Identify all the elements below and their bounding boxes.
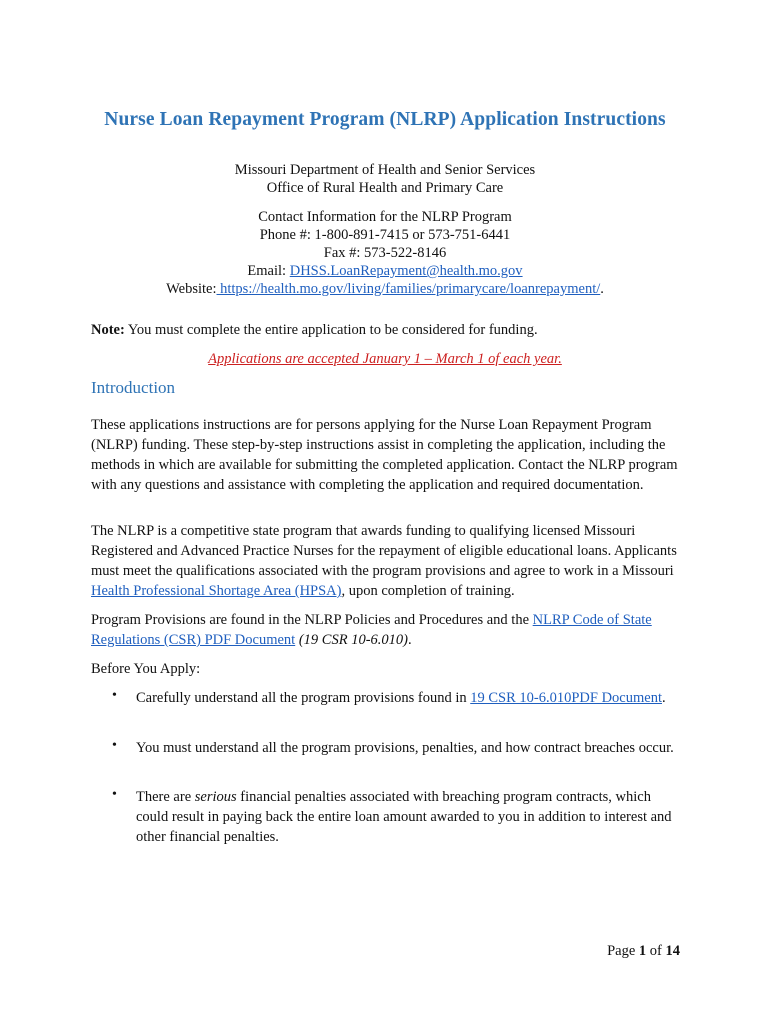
csr-document-link[interactable]: 19 CSR 10-6.010PDF Document [470,690,662,706]
provisions-suffix: . [407,632,412,648]
hpsa-link[interactable]: Health Professional Shortage Area (HPSA) [91,583,342,599]
department-name: Missouri Department of Health and Senior Services [234,162,536,178]
csr-citation: (19 CSR 10-6.010) [295,632,408,648]
website-label: Website: [166,281,217,297]
bullet-item-3 [136,787,686,847]
intro-paragraph: These applications instructions are for persons applying for the Nurse Loan Repayment Program (NLRP) funding. These step-by-step instructions assist in completing the application, including the methods in which are available for submitting the completed application. Contact the NLRP program with any questions and assistance with completing the application and required documentation. [91,417,678,493]
program-paragraph-text: The NLRP is a competitive state program that awards funding to qualifying licensed Missouri Registered and Advanced Practice Nurses for the repayment of eligible educational loans. Applicants must meet the qualifications associated with the program provisions and agree to work in a Missouri [91,523,677,579]
note-text: You must complete the entire application to be considered for funding. [124,322,538,338]
bullet-3-pre: There are [136,789,195,805]
note-line [91,322,538,339]
bullet-item-2: You must understand all the program provisions, penalties, and how contract breaches occur. [136,740,674,756]
bullet-1-suffix: . [662,690,666,706]
csr-pdf-link[interactable]: NLRP Code of State Regulations (CSR) PDF Document [91,612,652,648]
before-you-apply-label: Before You Apply: [91,661,201,677]
contact-heading: Contact Information for the NLRP Program [258,209,512,225]
acceptance-window-notice: Applications are accepted January 1 – March 1 of each year. [208,351,562,367]
total-pages: 14 [665,943,680,959]
bullet-marker: • [112,738,117,753]
bullet-marker: • [112,787,117,802]
program-paragraph-suffix: , upon completion of training. [341,583,515,599]
website-link[interactable]: https://health.mo.gov/living/families/primarycare/loanrepayment/ [216,281,601,297]
department-block [0,161,770,197]
note-label: Note: [91,322,125,338]
bullet-marker: • [112,688,117,703]
page-number [607,943,680,960]
website-line [0,280,770,298]
page-of: of [646,943,666,959]
current-page: 1 [638,943,647,959]
bullet-1-text: Carefully understand all the program provisions found in [136,690,471,706]
email-line [0,262,770,280]
bullet-3-text: financial penalties associated with breaching program contracts, which could result in paying back the entire loan amount awarded to you in addition to interest and other financial penalties. [136,789,672,845]
provisions-paragraph [91,610,687,650]
office-name: Office of Rural Health and Primary Care [266,180,504,196]
provisions-text: Program Provisions are found in the NLRP Policies and Procedures and the [91,612,533,628]
email-link[interactable]: DHSS.LoanRepayment@health.mo.gov [289,263,523,279]
document-title: Nurse Loan Repayment Program (NLRP) Application Instructions [104,109,666,130]
page-label: Page [607,943,639,959]
bullet-item-1 [136,688,686,708]
introduction-heading: Introduction [91,378,176,397]
fax-line: Fax #: 573-522-8146 [323,245,447,261]
contact-block [0,208,770,298]
phone-line: Phone #: 1-800-891-7415 or 573-751-6441 [259,227,511,243]
program-paragraph [91,521,687,601]
email-label: Email: [247,263,290,279]
website-suffix: . [600,281,604,297]
bullet-3-emphasis: serious [194,789,237,805]
